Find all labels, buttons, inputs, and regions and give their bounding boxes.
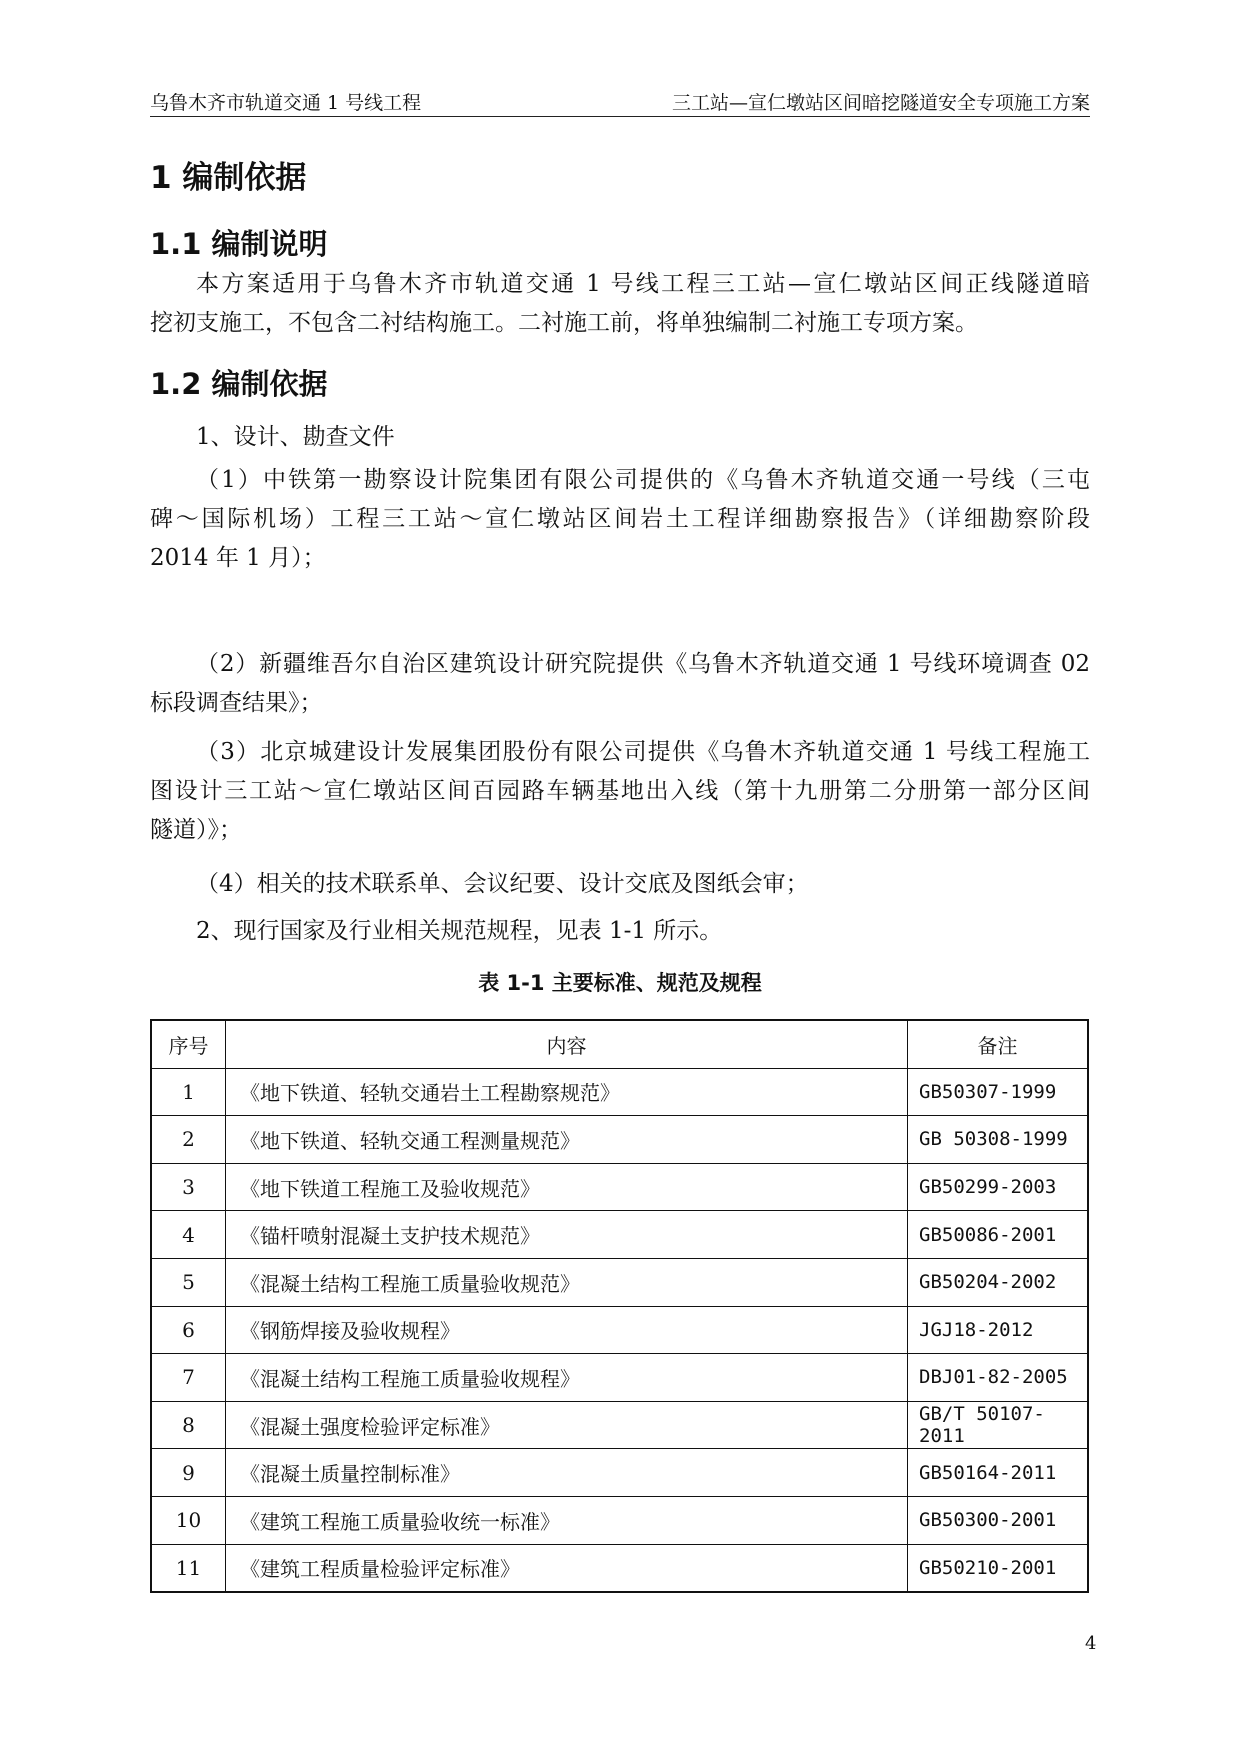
row-content-cell: 《建筑工程质量检验评定标准》 (226, 1544, 908, 1592)
row-number-cell: 4 (151, 1211, 226, 1259)
row-remarks-cell: GB50307-1999 (908, 1068, 1089, 1116)
row-content-cell: 《混凝土结构工程施工质量验收规范》 (226, 1258, 908, 1306)
list-subitem-2: （2）新疆维吾尔自治区建筑设计研究院提供《乌鲁木齐轨道交通 1 号线环境调查 02 标段调查结果》； (150, 651, 1090, 716)
list-subitem-4: （4）相关的技术联系单、会议纪要、设计交底及图纸会审； (196, 871, 809, 897)
row-number-cell: 1 (151, 1068, 226, 1116)
section-heading-1-2: 1.2 编制依据 (150, 367, 328, 401)
row-content-cell: 《钢筋焊接及验收规程》 (226, 1306, 908, 1354)
row-content-cell: 《混凝土强度检验评定标准》 (226, 1401, 908, 1449)
row-remarks-cell: GB50086-2001 (908, 1211, 1089, 1259)
paragraph-line: 本方案适用于乌鲁木齐市轨道交通 1 号线工程三工站—宣仁墩站区间正线隧道暗 (196, 271, 1090, 297)
list-subitem-3: （3）北京城建设计发展集团股份有限公司提供《乌鲁木齐轨道交通 1 号线工程施工 图设计三工站～宣仁墩站区间百园路车辆基地出入线（第十九册第二分册第一部分区间 隧道）》； (150, 739, 1090, 843)
row-remarks-cell: GB50164-2011 (908, 1449, 1089, 1497)
table-row (151, 1258, 1088, 1306)
list-item-design-documents: 1、设计、勘查文件 (196, 424, 395, 450)
table-row (151, 1306, 1088, 1354)
row-content-cell: 《混凝土质量控制标准》 (226, 1449, 908, 1497)
header-project-name: 乌鲁木齐市轨道交通 1 号线工程 (150, 92, 422, 114)
list-item-standards: 2、现行国家及行业相关规范规程，见表 1-1 所示。 (196, 918, 723, 944)
paragraph-line: 挖初支施工，不包含二衬结构施工。二衬施工前，将单独编制二衬施工专项方案。 (150, 310, 978, 336)
header-cell-content: 内容 (226, 1020, 908, 1068)
row-number-cell: 9 (151, 1449, 226, 1497)
row-remarks-cell: GB50300-2001 (908, 1496, 1089, 1544)
table-row (151, 1496, 1088, 1544)
table-row (151, 1354, 1088, 1402)
table-row (151, 1163, 1088, 1211)
row-content-cell: 《锚杆喷射混凝土支护技术规范》 (226, 1211, 908, 1259)
row-content-cell: 《地下铁道工程施工及验收规范》 (226, 1163, 908, 1211)
row-number-cell: 8 (151, 1401, 226, 1449)
row-number-cell: 7 (151, 1354, 226, 1402)
table-row (151, 1116, 1088, 1164)
table-row (151, 1449, 1088, 1497)
chapter-heading: 1 编制依据 (150, 160, 307, 196)
row-remarks-cell: DBJ01-82-2005 (908, 1354, 1089, 1402)
row-number-cell: 6 (151, 1306, 226, 1354)
page-header (150, 86, 1090, 117)
table-caption: 表 1-1 主要标准、规范及规程 (478, 971, 762, 995)
table-row (151, 1068, 1088, 1116)
table-row (151, 1401, 1088, 1449)
row-number-cell: 5 (151, 1258, 226, 1306)
row-content-cell: 《混凝土结构工程施工质量验收规程》 (226, 1354, 908, 1402)
page-number: 4 (1085, 1633, 1097, 1654)
table-body (151, 1068, 1088, 1592)
section-1-1-paragraph (150, 265, 1090, 343)
header-cell-number: 序号 (151, 1020, 226, 1068)
row-remarks-cell: GB 50308-1999 (908, 1116, 1089, 1164)
row-remarks-cell: GB50210-2001 (908, 1544, 1089, 1592)
row-number-cell: 11 (151, 1544, 226, 1592)
table-row (151, 1544, 1088, 1592)
row-remarks-cell: JGJ18-2012 (908, 1306, 1089, 1354)
row-remarks-cell: GB50204-2002 (908, 1258, 1089, 1306)
row-remarks-cell: GB/T 50107-2011 (908, 1401, 1089, 1449)
row-number-cell: 10 (151, 1496, 226, 1544)
header-cell-remarks: 备注 (908, 1020, 1089, 1068)
row-content-cell: 《建筑工程施工质量验收统一标准》 (226, 1496, 908, 1544)
row-remarks-cell: GB50299-2003 (908, 1163, 1089, 1211)
row-number-cell: 3 (151, 1163, 226, 1211)
row-number-cell: 2 (151, 1116, 226, 1164)
standards-table (150, 1019, 1089, 1593)
row-content-cell: 《地下铁道、轻轨交通工程测量规范》 (226, 1116, 908, 1164)
header-document-title: 三工站—宣仁墩站区间暗挖隧道安全专项施工方案 (671, 92, 1090, 114)
list-subitem-1: （1）中铁第一勘察设计院集团有限公司提供的《乌鲁木齐轨道交通一号线（三屯 碑～国际机场）工程三工站～宣仁墩站区间岩土工程详细勘察报告》（详细勘察阶段 2014 年 1 月）； (150, 467, 1090, 571)
row-content-cell: 《地下铁道、轻轨交通岩土工程勘察规范》 (226, 1068, 908, 1116)
section-heading-1-1: 1.1 编制说明 (150, 227, 328, 261)
table-header-row (151, 1020, 1088, 1068)
table-row (151, 1211, 1088, 1259)
